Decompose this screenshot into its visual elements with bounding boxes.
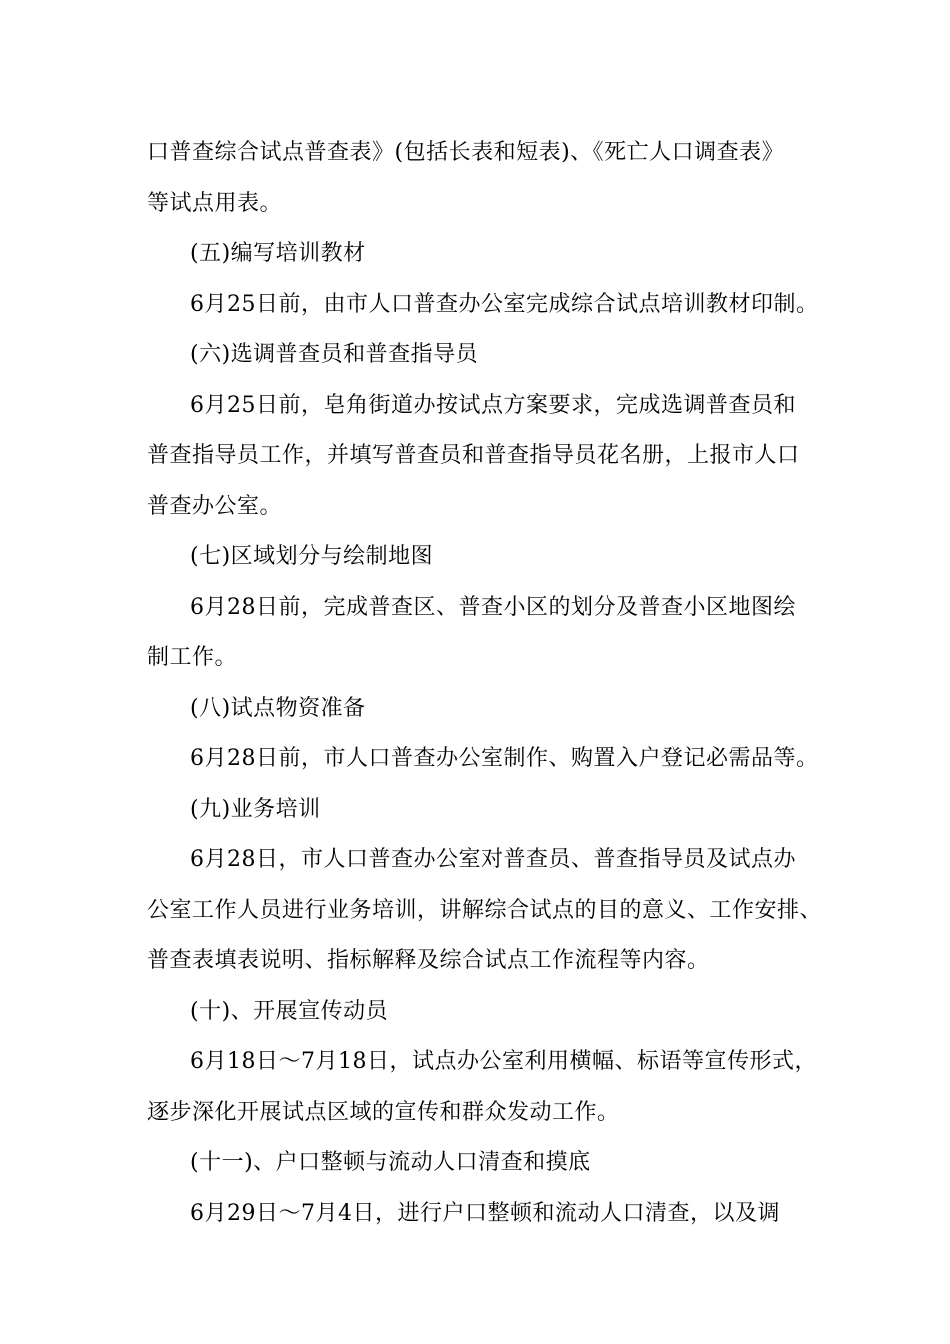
text-line: 6月18日～7月18日，试点办公室利用横幅、标语等宣传形式， [190, 1049, 817, 1074]
text-line: 等试点用表。 [147, 190, 283, 216]
section-heading-7: (七)区域划分与绘制地图 [190, 544, 434, 569]
section-heading-11: (十一)、户口整顿与流动人口清查和摸底 [190, 1150, 591, 1175]
section-heading-8: (八)试点物资准备 [190, 695, 366, 721]
section-heading-6: (六)选调普查员和普查指导员 [190, 342, 479, 367]
text-line: 6月25日前，由市人口普查办公室完成综合试点培训教材印制。 [190, 291, 819, 317]
text-line: 6月28日前，市人口普查办公室制作、购置入户登记必需品等。 [190, 746, 819, 771]
section-heading-5: (五)编写培训教材 [190, 241, 366, 266]
text-line: 普查办公室。 [147, 493, 283, 519]
text-line: 6月25日前，皂角街道办按试点方案要求，完成选调普查员和 [190, 392, 796, 418]
text-line: 6月28日前，完成普查区、普查小区的划分及普查小区地图绘 [190, 594, 796, 620]
text-line: 逐步深化开展试点区域的宣传和群众发动工作。 [147, 1099, 620, 1125]
section-heading-9: (九)业务培训 [190, 796, 321, 822]
text-line: 口普查综合试点普查表》(包括长表和短表)、《死亡人口调查表》 [147, 140, 785, 165]
text-line: 普查指导员工作，并填写普查员和普查指导员花名册，上报市人口 [147, 443, 800, 468]
section-heading-10: (十)、开展宣传动员 [190, 998, 389, 1024]
text-line: 普查表填表说明、指标解释及综合试点工作流程等内容。 [147, 948, 710, 973]
text-line: 6月28日，市人口普查办公室对普查员、普查指导员及试点办 [190, 847, 796, 872]
text-line: 制工作。 [147, 645, 238, 670]
text-line: 6月29日～7月4日，进行户口整顿和流动人口清查，以及调 [190, 1200, 780, 1226]
text-line: 公室工作人员进行业务培训，讲解综合试点的目的意义、工作安排、 [147, 897, 823, 923]
